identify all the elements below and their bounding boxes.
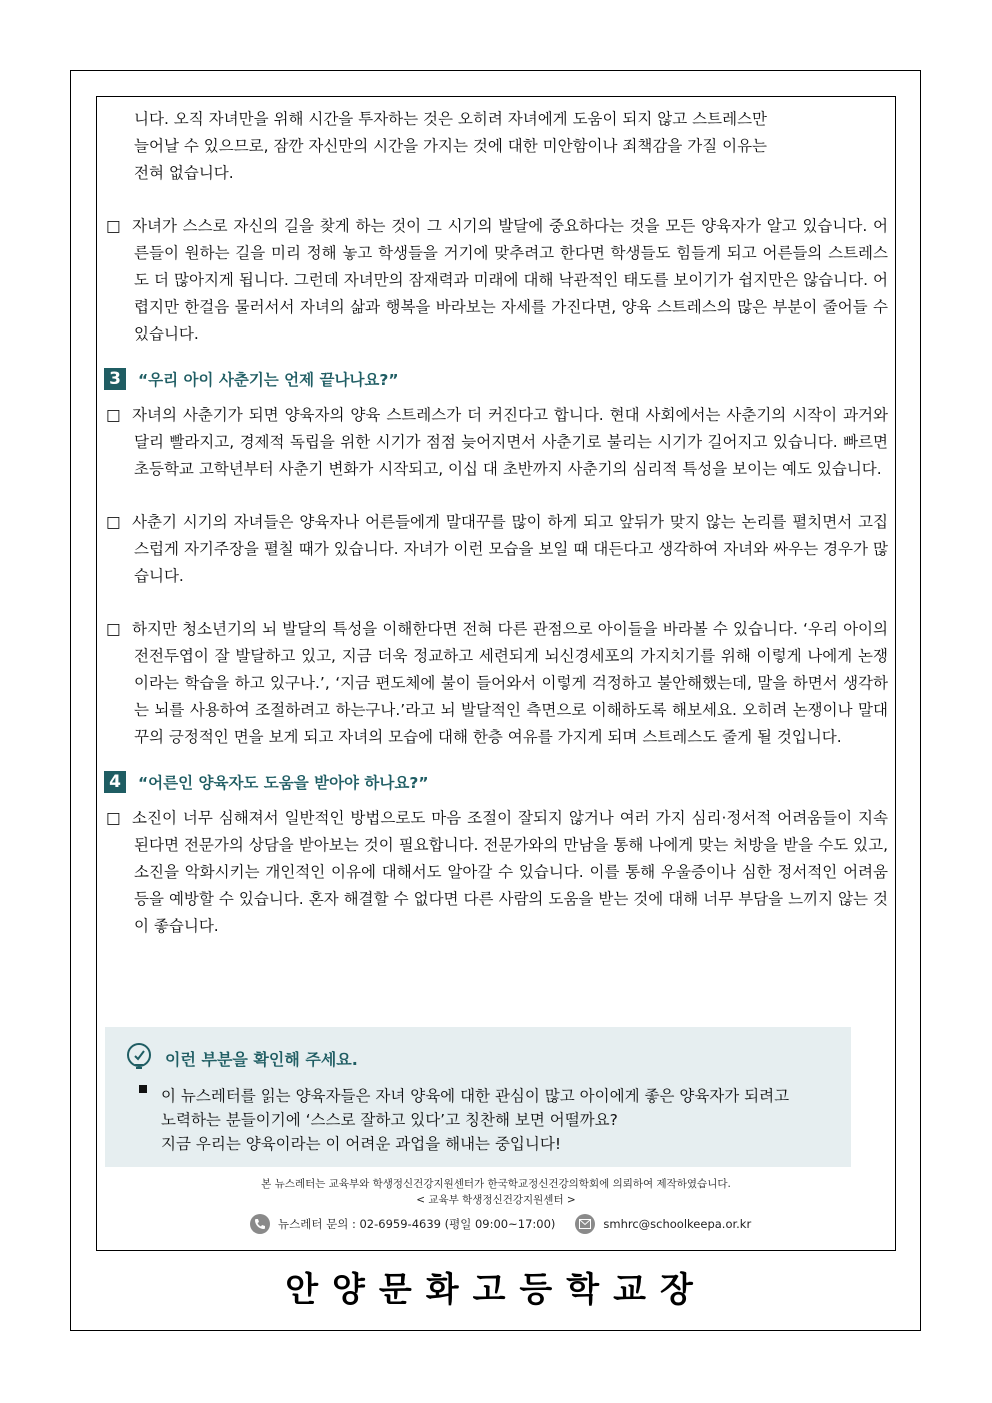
- section-title: “어른인 양육자도 도움을 받아야 하나요?”: [138, 774, 429, 792]
- paragraph-text: 소진이 너무 심해져서 일반적인 방법으로도 마음 조절이 잘되지 않거나 여러 가지 심리·정서적 어려움들이 지속된다면 전문가의 상담을 받아보는 것이 필요합니다. 전문가와의 만남을 통해 나에게 맞는 처방을 받을 수도 있고, 소진을 악화시키는 개인적인 이유에 대해서도 알아갈 수 있습니다. 이를 통해 우울증이나 심한 정서적인 어려움 등을 예방할 수 있습니다. 혼자 해결할 수 없다면 다른 사람의 도움을 받는 것에 대해 너무 부담을 느끼지 않는 것이 좋습니다.: [132, 809, 888, 935]
- callout-line-2: 노력하는 분들이기에 ‘스스로 잘하고 있다’고 칭찬해 보면 어떨까요?: [161, 1111, 618, 1129]
- school-principal-signature: 안양문화고등학교장: [285, 1270, 707, 1310]
- paragraph-brain-development: [104, 616, 888, 751]
- checkbox-square-icon: □: [106, 620, 121, 638]
- phone-contact-text: 뉴스레터 문의 : 02-6959-4639 (평일 09:00~17:00): [278, 1217, 556, 1231]
- footer-credit: 본 뉴스레터는 교육부와 학생정신건강지원센터가 한국학교정신건강의학회에 의뢰하여 제작하였습니다.: [261, 1178, 731, 1190]
- section-number-badge: 3: [104, 368, 126, 390]
- email-icon: [575, 1214, 595, 1234]
- section-title: “우리 아이 사춘기는 언제 끝나나요?”: [138, 371, 399, 389]
- phone-icon: [250, 1214, 270, 1234]
- paragraph-seek-help: [104, 805, 888, 940]
- paragraph-text: 자녀의 사춘기가 되면 양육자의 양육 스트레스가 더 커진다고 합니다. 현대 사회에서는 사춘기의 시작이 과거와 달리 빨라지고, 경제적 독립을 위한 시기가 점점 늦어지면서 사춘기로 불리는 시기가 길어지고 있습니다. 빠르면 초등학교 고학년부터 사춘기 변화가 시작되고, 이십 대 초반까지 사춘기의 심리적 특성을 보이는 예도 있습니다.: [132, 406, 888, 478]
- intro-line-3: 전혀 없습니다.: [134, 164, 234, 182]
- paragraph-talking-back: [104, 509, 888, 590]
- paragraph-puberty-stress: [104, 402, 888, 483]
- checkbox-square-icon: □: [106, 406, 121, 424]
- paragraph-text: 사춘기 시기의 자녀들은 양육자나 어른들에게 말대꾸를 많이 하게 되고 앞뒤가 맞지 않는 논리를 펼치면서 고집스럽게 자기주장을 펼칠 때가 있습니다. 자녀가 이런 모습을 보일 때 대든다고 생각하여 자녀와 싸우는 경우가 많습니다.: [132, 513, 888, 585]
- footer-organization: < 교육부 학생정신건강지원센터 >: [416, 1194, 576, 1206]
- callout-line-3: 지금 우리는 양육이라는 이 어려운 과업을 해내는 중입니다!: [161, 1135, 562, 1153]
- paragraph-text: 자녀가 스스로 자신의 길을 찾게 하는 것이 그 시기의 발달에 중요하다는 것을 모든 양육자가 알고 있습니다. 어른들이 원하는 길을 미리 정해 놓고 학생들을 거기에 맞추려고 한다면 학생들도 힘들게 되고 어른들의 스트레스도 더 많아지게 됩니다. 그런데 자녀만의 잠재력과 미래에 대해 낙관적인 태도를 보이기가 쉽지만은 않습니다. 어렵지만 한걸음 물러서서 자녀의 삶과 행복을 바라보는 자세를 가진다면, 양육 스트레스의 많은 부분이 줄어들 수 있습니다.: [132, 217, 888, 343]
- section-number-badge: 4: [104, 771, 126, 793]
- checkbox-square-icon: □: [106, 513, 121, 531]
- intro-line-1: 니다. 오직 자녀만을 위해 시간을 투자하는 것은 오히려 자녀에게 도움이 되지 않고 스트레스만: [134, 110, 768, 128]
- checkbox-square-icon: □: [106, 809, 121, 827]
- section-4-heading: [104, 769, 888, 795]
- paragraph-self-path: [104, 213, 888, 348]
- checkbox-square-icon: □: [106, 217, 121, 235]
- contact-row: [250, 1212, 751, 1236]
- paragraph-text: 하지만 청소년기의 뇌 발달의 특성을 이해한다면 전혀 다른 관점으로 아이들을 바라볼 수 있습니다. ‘우리 아이의 전전두엽이 잘 발달하고 있고, 지금 더욱 정교하고 세련되게 뇌신경세포의 가지치기를 위해 이렇게 나에게 논쟁이라는 학습을 하고 있구나.’, ‘지금 편도체에 불이 들어와서 이렇게 걱정하고 불안해했는데, 말을 하면서 생각하는 뇌를 사용하여 조절하려고 하는구나.’라고 뇌 발달적인 측면으로 이해하도록 해보세요. 오히려 논쟁이나 말대꾸의 긍정적인 면을 보게 되고 자녀의 모습에 대해 한층 여유를 가지게 되며 스트레스도 줄게 될 것입니다.: [132, 620, 888, 746]
- intro-line-2: 늘어날 수 있으므로, 잠깐 자신만의 시간을 가지는 것에 대한 미안함이나 죄책감을 가질 이유는: [134, 137, 768, 155]
- section-3-heading: [104, 366, 888, 392]
- callout-title: 이런 부분을 확인해 주세요.: [165, 1050, 358, 1069]
- tip-callout-box: [105, 1027, 851, 1167]
- square-bullet-icon: [139, 1085, 147, 1093]
- email-link[interactable]: smhrc@schoolkeepa.or.kr: [603, 1217, 752, 1231]
- lightbulb-icon: [123, 1041, 155, 1073]
- newsletter-body: [104, 104, 888, 940]
- callout-line-1: 이 뉴스레터를 읽는 양육자들은 자녀 양육에 대한 관심이 많고 아이에게 좋은 양육자가 되려고: [161, 1087, 790, 1105]
